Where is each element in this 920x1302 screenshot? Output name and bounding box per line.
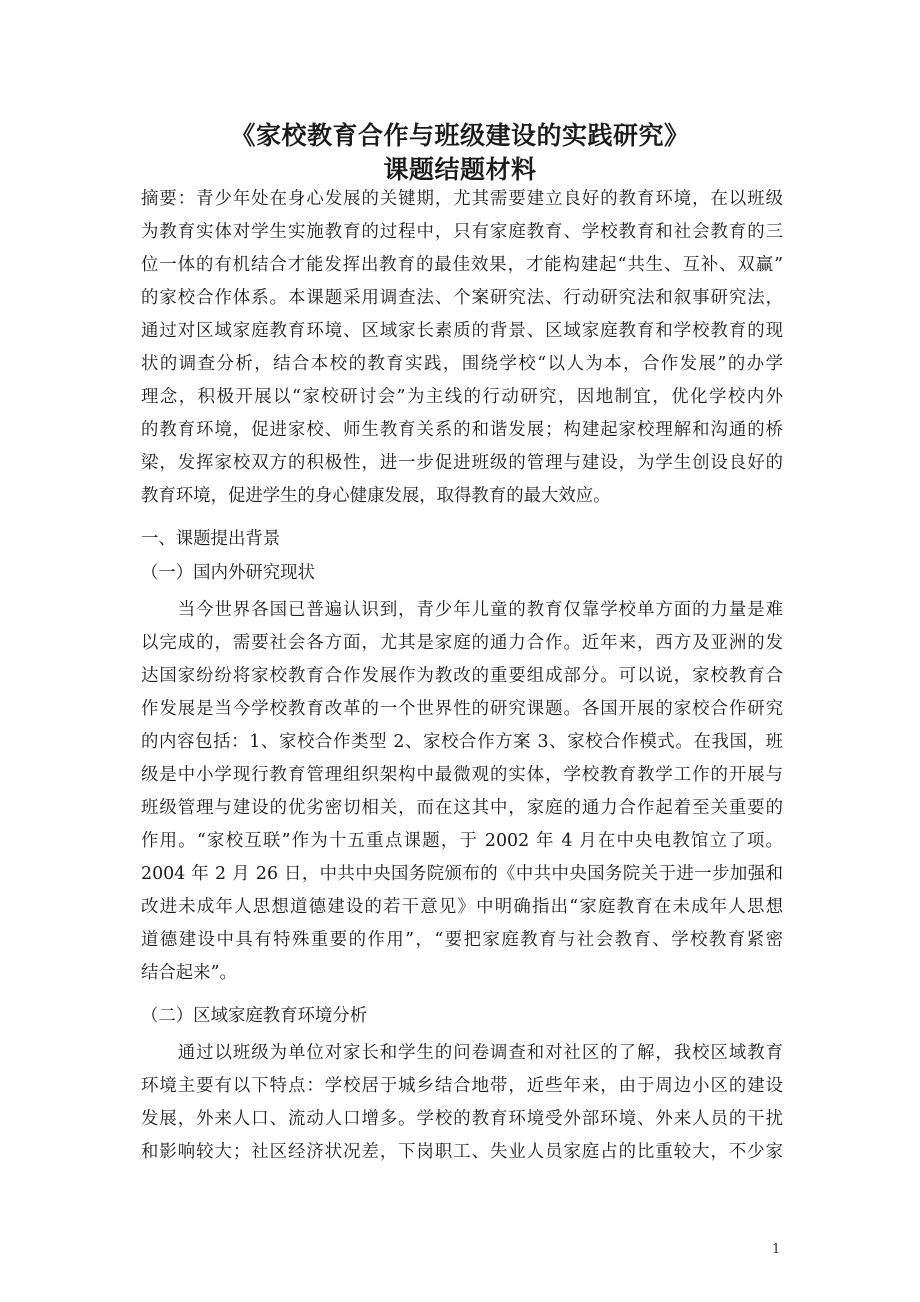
paragraph-line: 作发展是当今学校教育改革的一个世界性的研究课题。各国开展的家校合作研究: [141, 699, 783, 719]
abstract-line: 状的调查分析，结合本校的教育实践，围绕学校“以人为本，合作发展”的办学: [141, 354, 783, 374]
document-subtitle: 课题结题材料: [383, 155, 537, 184]
abstract-line: 为教育实体对学生实施教育的过程中，只有家庭教育、学校教育和社会教育的三: [141, 222, 783, 242]
paragraph-line: 当今世界各国已普遍认识到，青少年儿童的教育仅靠学校单方面的力量是难: [141, 600, 783, 620]
subsection-heading: （二）区域家庭教育环境分析: [141, 1006, 368, 1026]
paragraph-line: 结合起来”。: [141, 963, 237, 983]
paragraph-line: 作用。“家校互联”作为十五重点课题，于 2002 年 4 月在中央电教馆立了项。: [141, 831, 783, 851]
paragraph-line: 发展，外来人口、流动人口增多。学校的教育环境受外部环境、外来人员的干扰: [141, 1109, 783, 1129]
abstract-line: 摘要：青少年处在身心发展的关键期，尤其需要建立良好的教育环境，在以班级: [141, 189, 783, 209]
paragraph-line: 改进未成年人思想道德建设的若干意见》中明确指出“家庭教育在未成年人思想: [141, 897, 783, 917]
abstract-line: 位一体的有机结合才能发挥出教育的最佳效果，才能构建起“共生、互补、双赢”: [141, 255, 783, 275]
paragraph-line: 级是中小学现行教育管理组织架构中最微观的实体，学校教育教学工作的开展与: [141, 765, 783, 785]
document-title: 《家校教育合作与班级建设的实践研究》: [230, 121, 690, 150]
abstract-line: 教育环境，促进学生的身心健康发展，取得教育的最大效应。: [141, 486, 611, 506]
abstract-line: 的家校合作体系。本课题采用调查法、个案研究法、行动研究法和叙事研究法，: [141, 288, 783, 308]
paragraph-line: 通过以班级为单位对家长和学生的问卷调查和对社区的了解，我校区域教育: [141, 1043, 783, 1063]
paragraph-line: 班级管理与建设的优劣密切相关，而在这其中，家庭的通力合作起着至关重要的: [141, 798, 783, 818]
paragraph-line: 道德建设中具有特殊重要的作用”，“要把家庭教育与社会教育、学校教育紧密: [141, 930, 783, 950]
paragraph-line: 的内容包括：1、家校合作类型 2、家校合作方案 3、家校合作模式。在我国，班: [141, 732, 783, 752]
paragraph-line: 以完成的，需要社会各方面，尤其是家庭的通力合作。近年来，西方及亚洲的发: [141, 633, 783, 653]
paragraph-line: 环境主要有以下特点：学校居于城乡结合地带，近些年来，由于周边小区的建设: [141, 1076, 783, 1096]
paragraph-line: 和影响较大；社区经济状况差，下岗职工、失业人员家庭占的比重较大，不少家: [141, 1142, 783, 1162]
paragraph-line: 达国家纷纷将家校教育合作发展作为教改的重要组成部分。可以说，家校教育合: [141, 666, 783, 686]
abstract-line: 理念，积极开展以“家校研讨会”为主线的行动研究，因地制宜，优化学校内外: [141, 387, 783, 407]
section-heading: 一、课题提出背景: [141, 529, 281, 549]
subsection-heading: （一）国内外研究现状: [141, 563, 315, 583]
abstract-line: 的教育环境，促进家校、师生教育关系的和谐发展；构建起家校理解和沟通的桥: [141, 420, 783, 440]
page-number: 1: [772, 1242, 781, 1257]
abstract-line: 梁，发挥家校双方的积极性，进一步促进班级的管理与建设，为学生创设良好的: [141, 453, 783, 473]
abstract-line: 通过对区域家庭教育环境、区域家长素质的背景、区域家庭教育和学校教育的现: [141, 321, 783, 341]
paragraph-line: 2004 年 2 月 26 日，中共中央国务院颁布的《中共中央国务院关于进一步加强和: [141, 864, 783, 884]
